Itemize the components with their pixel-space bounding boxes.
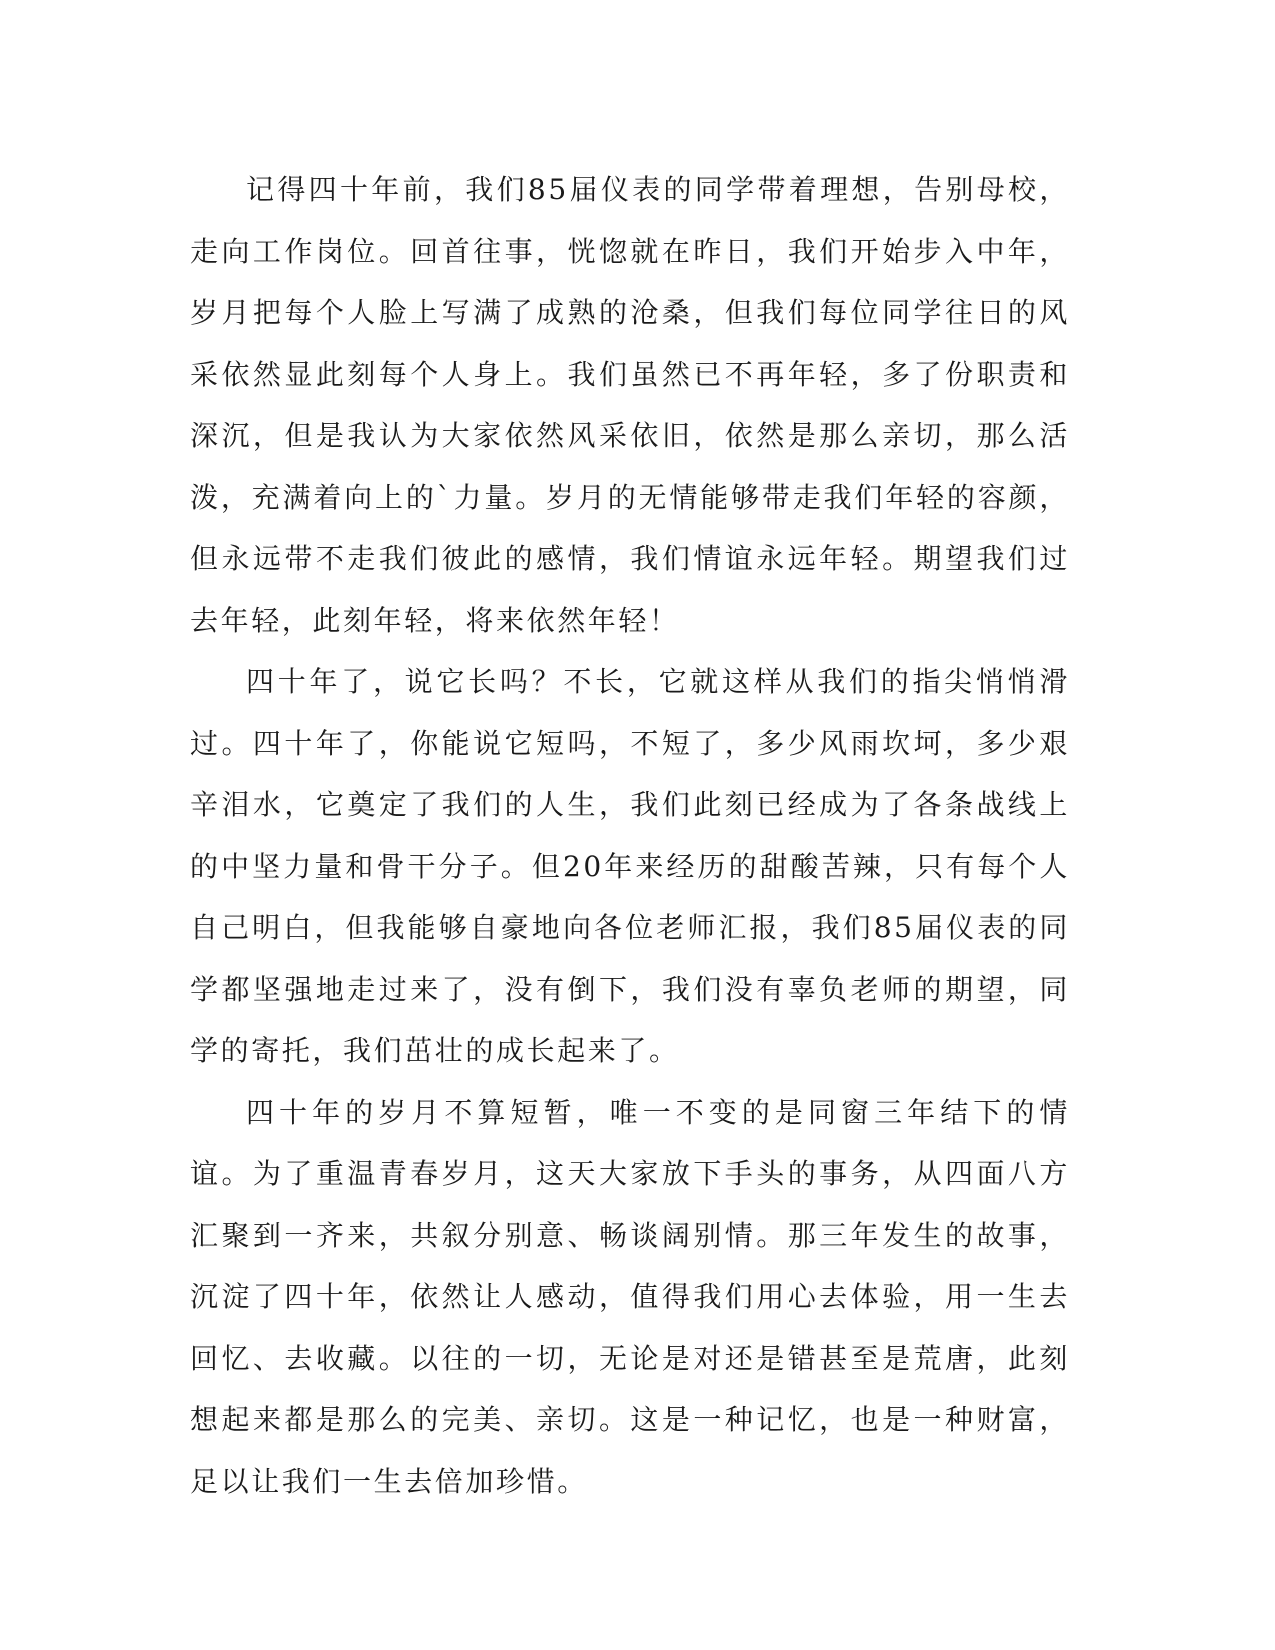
paragraph-3: 四十年的岁月不算短暂，唯一不变的是同窗三年结下的情谊。为了重温青春岁月，这天大家放下手头的事务，从四面八方汇聚到一齐来，共叙分别意、畅谈阔别情。那三年发生的故事，沉淀了四十年，依然让人感动，值得我们用心去体验，用一生去回忆、去收藏。以往的一切，无论是对还是错甚至是荒唐，此刻想起来都是那么的完美、亲切。这是一种记忆，也是一种财富，足以让我们一生去倍加珍惜。: [190, 1095, 1070, 1498]
paragraph-2: 四十年了，说它长吗？不长，它就这样从我们的指尖悄悄滑过。四十年了，你能说它短吗，不短了，多少风雨坎坷，多少艰辛泪水，它奠定了我们的人生，我们此刻已经成为了各条战线上的中坚力量和骨干分子。但20年来经历的甜酸苦辣，只有每个人自己明白，但我能够自豪地向各位老师汇报，我们85届仪表的同学都坚强地走过来了，没有倒下，我们没有辜负老师的期望，同学的寄托，我们茁壮的成长起来了。: [190, 665, 1070, 1067]
paragraph-1: 记得四十年前，我们85届仪表的同学带着理想，告别母校，走向工作岗位。回首往事，恍惚就在昨日，我们开始步入中年，岁月把每个人脸上写满了成熟的沧桑，但我们每位同学往日的风采依然显此刻每个人身上。我们虽然已不再年轻，多了份职责和深沉，但是我认为大家依然风采依旧，依然是那么亲切，那么活泼，充满着向上的`力量。岁月的无情能够带走我们年轻的容颜，但永远带不走我们彼此的感情，我们情谊永远年轻。期望我们过去年轻，此刻年轻，将来依然年轻！: [190, 173, 1070, 637]
document-body: [190, 159, 1070, 1512]
